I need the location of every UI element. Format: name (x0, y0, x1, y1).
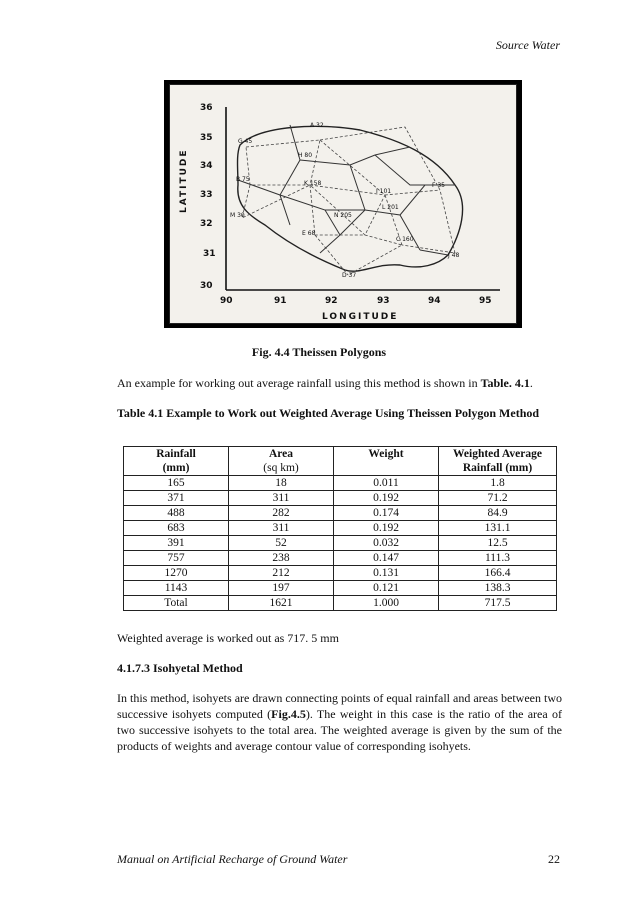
cell: 52 (229, 536, 334, 551)
y-tick: 36 (200, 103, 213, 113)
col-header-weighted-average: Weighted Average (439, 447, 557, 462)
y-tick: 32 (200, 219, 213, 229)
cell: 757 (124, 551, 229, 566)
y-tick: 34 (200, 161, 213, 171)
x-tick-labels (220, 296, 492, 306)
table-row (124, 536, 557, 551)
cell: 683 (124, 521, 229, 536)
rainfall-table (123, 446, 557, 611)
cell: 197 (229, 581, 334, 596)
table-title: Table 4.1 Example to Work out Weighted Average Using Theissen Polygon Method (117, 406, 540, 420)
y-tick: 31 (203, 249, 216, 259)
intro-suffix: . (529, 376, 533, 390)
cell: 1270 (124, 566, 229, 581)
station-label: M 30 (230, 212, 245, 219)
cell: 165 (124, 476, 229, 491)
body-text: In this method, isohyets are drawn connecting points of equal rainfall and areas between two successive isohyets computed ( (117, 691, 562, 721)
table-row (124, 581, 557, 596)
table-row (124, 491, 557, 506)
section-heading: 4.1.7.3 Isohyetal Method (117, 661, 243, 675)
cell: 166.4 (439, 566, 557, 581)
col-subheader-weighted-average: Rainfall (mm) (439, 461, 557, 476)
station-connectors (242, 127, 455, 275)
station-label: G 45 (238, 138, 253, 145)
table-row (124, 551, 557, 566)
x-tick: 92 (325, 296, 338, 306)
cell: 0.131 (334, 566, 439, 581)
cell: 371 (124, 491, 229, 506)
cell: Total (124, 596, 229, 611)
cell: 0.192 (334, 521, 439, 536)
station-label: F 35 (432, 182, 445, 189)
table-total-row (124, 596, 557, 611)
cell: 0.011 (334, 476, 439, 491)
cell: 1621 (229, 596, 334, 611)
table-reference: Table. 4.1 (480, 376, 530, 390)
cell: 311 (229, 491, 334, 506)
cell: 1.000 (334, 596, 439, 611)
theissen-map (170, 85, 518, 325)
footer-title: Manual on Artificial Recharge of Ground Water (117, 852, 348, 866)
cell: 282 (229, 506, 334, 521)
cell: 717.5 (439, 596, 557, 611)
y-tick: 35 (200, 133, 213, 143)
station-label: D 37 (342, 272, 357, 279)
cell: 0.174 (334, 506, 439, 521)
catchment-boundary (238, 126, 463, 271)
x-tick: 91 (274, 296, 287, 306)
x-tick: 94 (428, 296, 441, 306)
table-row (124, 521, 557, 536)
body-text-2: ). The weight in this case is the ratio of the area of two successive isohyets to the total area. The weighted average is given by the sum of the products of weights and average contour value of corresponding isohyets. (117, 707, 562, 753)
cell: 212 (229, 566, 334, 581)
cell: 138.3 (439, 581, 557, 596)
station-label: L 201 (382, 204, 399, 211)
table-header-row (124, 447, 557, 462)
cell: 1.8 (439, 476, 557, 491)
cell: 18 (229, 476, 334, 491)
col-header-area: Area (229, 447, 334, 462)
cell: 311 (229, 521, 334, 536)
table-row (124, 506, 557, 521)
station-label: I 101 (376, 188, 392, 195)
col-header-rainfall: Rainfall (124, 447, 229, 462)
station-label: J 48 (448, 252, 460, 259)
station-label: A 32 (310, 122, 324, 129)
intro-text: An example for working out average rainfall using this method is shown in (117, 376, 481, 390)
page-number: 22 (548, 852, 560, 866)
y-tick: 30 (200, 281, 213, 291)
cell: 0.192 (334, 491, 439, 506)
cell: 84.9 (439, 506, 557, 521)
cell: 0.147 (334, 551, 439, 566)
cell: 111.3 (439, 551, 557, 566)
col-header-weight: Weight (334, 447, 439, 462)
cell: 0.121 (334, 581, 439, 596)
cell: 238 (229, 551, 334, 566)
isohyetal-paragraph (117, 690, 562, 754)
station-label: E 68 (302, 230, 316, 237)
figure-reference: Fig.4.5 (271, 707, 306, 721)
cell: 488 (124, 506, 229, 521)
cell: 71.2 (439, 491, 557, 506)
station-label: H 80 (298, 152, 313, 159)
station-label: K 158 (304, 180, 322, 187)
x-tick: 93 (377, 296, 390, 306)
table-header-row-2 (124, 461, 557, 476)
y-tick-labels (200, 103, 216, 291)
x-tick: 90 (220, 296, 233, 306)
cell: 391 (124, 536, 229, 551)
table-row (124, 566, 557, 581)
theissen-figure-frame (164, 80, 522, 328)
figure-caption: Fig. 4.4 Theissen Polygons (251, 345, 387, 359)
cell: 1143 (124, 581, 229, 596)
x-axis-label: LONGITUDE (322, 312, 399, 322)
station-label: N 205 (334, 212, 352, 219)
station-labels (230, 122, 459, 279)
col-subheader-weight (334, 461, 439, 476)
cell: 0.032 (334, 536, 439, 551)
col-subheader-area: (sq km) (229, 461, 334, 476)
station-label: B 75 (236, 176, 250, 183)
running-header: Source Water (495, 38, 560, 52)
x-tick: 95 (479, 296, 492, 306)
col-subheader-rainfall: (mm) (124, 461, 229, 476)
theissen-figure (169, 84, 517, 324)
cell: 12.5 (439, 536, 557, 551)
y-axis-label: LATITUDE (179, 148, 189, 213)
y-tick: 33 (200, 190, 213, 200)
weighted-average-text: Weighted average is worked out as 717. 5 mm (117, 631, 339, 645)
station-label: C 160 (396, 236, 414, 243)
intro-paragraph (117, 375, 562, 391)
cell: 131.1 (439, 521, 557, 536)
table-row (124, 476, 557, 491)
